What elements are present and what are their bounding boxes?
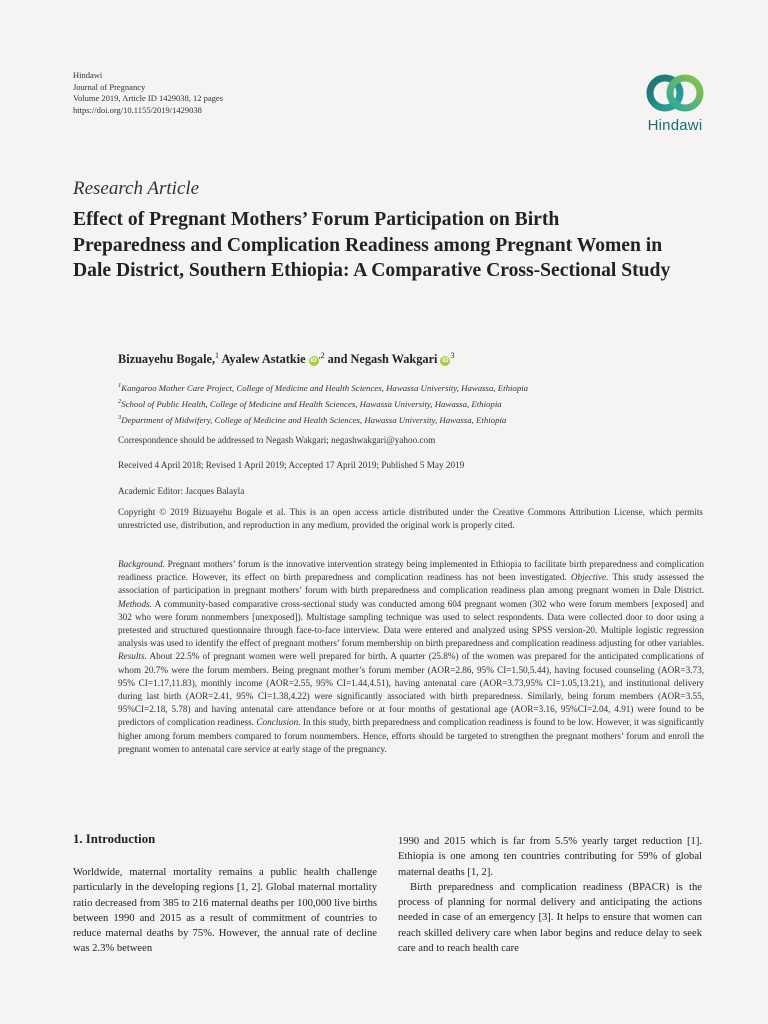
article-type: Research Article <box>73 178 200 199</box>
author-list <box>118 351 454 367</box>
abstract-objective-label: Objective. <box>570 572 609 583</box>
affiliation-item <box>118 379 528 395</box>
affiliation-list <box>118 379 528 428</box>
affiliation-text: School of Public Health, College of Medicine and Health Sciences, Hawassa University, Hawassa, Ethiopia <box>121 399 502 410</box>
author-affiliation-sup: 3 <box>450 351 455 360</box>
abstract <box>118 558 704 756</box>
abstract-background: Pregnant mothers’ forum is the innovative intervention strategy being implemented in Ethiopia to facilitate birth preparedness and complication readiness practice. However, its effect on birth preparedness and complication readiness has not been investigated. <box>118 559 704 583</box>
doi-link[interactable]: https://doi.org/10.1155/2019/1429038 <box>73 104 202 115</box>
affiliation-item <box>118 411 528 427</box>
author-name: and Negash Wakgari <box>327 352 438 367</box>
copyright-notice: Copyright © 2019 Bizuayehu Bogale et al. This is an open access article distributed under the Creative Commons Attribution License, which permits unrestricted use, distribution, and reproduction in any medium, provided the original work is properly cited. <box>118 507 703 531</box>
academic-editor: Academic Editor: Jacques Balayla <box>118 486 245 496</box>
publisher-name: Hindawi <box>73 70 103 80</box>
author-name: Ayalew Astatkie <box>221 352 306 367</box>
abstract-results-label: Results. <box>118 651 147 662</box>
abstract-objective: This study assessed the association of participation in pregnant mothers’ forum with birth preparedness and complication readiness plan among pregnant women in Dale District. <box>118 572 704 596</box>
volume-info: Volume 2019, Article ID 1429038, 12 pages <box>73 93 223 103</box>
affiliation-text: Department of Midwifery, College of Medicine and Health Sciences, Hawassa University, Hawassa, Ethiopia <box>121 415 507 426</box>
affiliation-sup: 3 <box>118 414 122 422</box>
abstract-methods-label: Methods. <box>118 598 152 609</box>
body-paragraph: Worldwide, maternal mortality remains a public health challenge particularly in the developing regions [1, 2]. Global maternal mortality ratio decreased from 385 to 216 maternal deaths per 100,000 live births between 1990 and 2015 as a result of commitment of countries to reduce maternal deaths by 75%. However, the annual rate of decline was 2.3% between <box>73 867 377 955</box>
affiliation-sup: 2 <box>118 398 122 406</box>
affiliation-item <box>118 395 528 411</box>
article-title: Effect of Pregnant Mothers’ Forum Participation on Birth Preparedness and Complication Readiness among Pregnant Women in Dale District, Southern Ethiopia: A Comparative Cross-Sectional Study <box>73 209 671 281</box>
author-affiliation-sup: 1 <box>215 351 220 360</box>
affiliation-text: Kangaroo Mother Care Project, College of Medicine and Health Sciences, Hawassa University, Hawassa, Ethiopia <box>121 382 529 393</box>
body-column-left <box>73 865 377 957</box>
hindawi-logo <box>636 70 714 134</box>
hindawi-logo-icon <box>644 70 706 116</box>
journal-meta <box>73 70 223 116</box>
body-paragraph: 1990 and 2015 which is far from 5.5% yearly target reduction [1]. Ethiopia is one among ten countries contributing for 59% of global maternal deaths [1, 2]. <box>398 836 702 878</box>
abstract-results: About 22.5% of pregnant women were well prepared for birth. A quarter (25.8%) of the women was prepared for the anticipated complications of whom 20.7% were the forum members. Being pregnant mother’s forum member (AOR=2.86, 95% CI=1.50,5.44), having focused counseling (AOR=3.73, 95% CI=1.17,11.83), monthly income (AOR=2.55, 95% CI=1.44,4.51), having antenatal care (AOR=3.73,95% CI=1.05,13.21), and institutional delivery during last birth (AOR=2.41, 95% CI=1.38,4.22) were significantly associated with birth preparedness. Similarly, being forum members (AOR=3.55, 95%CI=2.18, 5.78) and having antenatal care attendance before or at four months of gestational age (AOR=3.16, 95%CI=2.04, 4.91) were found to be predictors of complication readiness. <box>118 651 704 728</box>
author-name: Bizuayehu Bogale, <box>118 352 216 367</box>
correspondence: Correspondence should be addressed to Negash Wakgari; negashwakgari@yahoo.com <box>118 435 436 445</box>
abstract-background-label: Background. <box>118 559 165 569</box>
abstract-conclusion: In this study, birth preparedness and complication readiness is found to be low. However, it was significantly higher among forum members compared to forum nonmembers. Hence, efforts should be targeted to strengthen the pregnant mothers’ forum and enroll the pregnant women to antenatal care service at early stage of the pregnancy. <box>118 717 704 754</box>
section-heading-introduction: 1. Introduction <box>73 832 156 846</box>
body-column-right <box>398 834 702 956</box>
abstract-conclusion-label: Conclusion. <box>256 717 301 728</box>
logo-text: Hindawi <box>647 117 703 134</box>
orcid-icon[interactable]: iD <box>442 357 449 365</box>
abstract-methods: A community-based comparative cross-sectional study was conducted among 604 pregnant women (302 who were forum members [exposed] and 302 who were forum nonmembers [unexposed]). Multistage sampling technique was used to select respondents. Data were collected door to door using a pretested and structured questionnaire through face-to-face interview. Data were entered and analyzed using SPSS version-20. Multiple logistic regression analysis was used to identify the effect of pregnant mothers’ forum membership on birth preparedness and complication readiness adjusting for other variables. <box>118 598 704 649</box>
journal-name: Journal of Pregnancy <box>73 81 146 92</box>
publication-dates: Received 4 April 2018; Revised 1 April 2019; Accepted 17 April 2019; Published 5 May 2019 <box>118 460 465 470</box>
body-paragraph: Birth preparedness and complication readiness (BPACR) is the process of planning for normal delivery and anticipating the actions needed in case of an emergency [3]. It helps to ensure that women can reach skilled delivery care when labor begins and reduce delay to seek care and to reach health care <box>398 881 702 955</box>
affiliation-sup: 1 <box>118 382 122 389</box>
orcid-icon[interactable]: iD <box>310 357 317 365</box>
author-affiliation-sup: ,2 <box>318 351 325 360</box>
